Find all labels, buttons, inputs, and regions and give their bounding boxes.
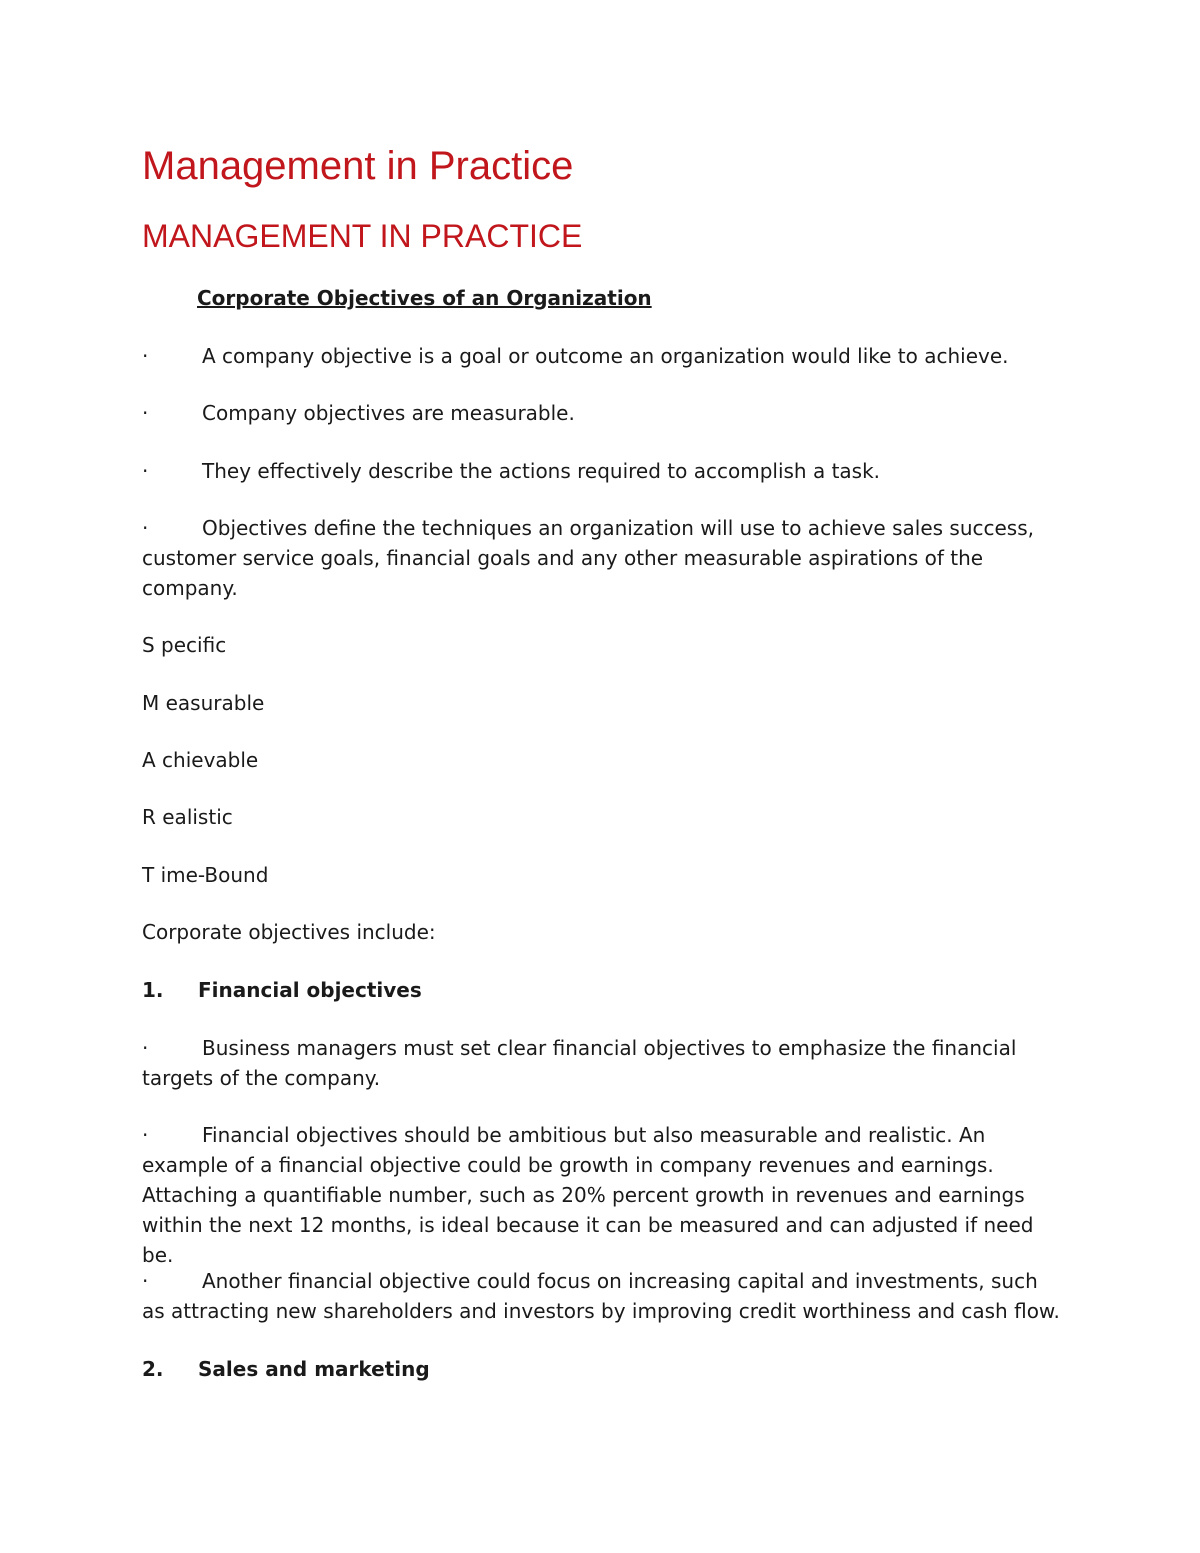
- bullet-text: Objectives define the techniques an organization will use to achieve sales success, customer service goals, financial goals and any other measurable aspirations of the company.: [142, 516, 1035, 600]
- document-title: Management in Practice: [142, 144, 574, 188]
- bullet-item: [142, 1266, 1062, 1326]
- bullet-item: [142, 398, 1062, 428]
- section-heading-text: Sales and marketing: [198, 1357, 430, 1381]
- bullet-text: Another financial objective could focus on increasing capital and investments, such as attracting new shareholders and investors by improving credit worthiness and cash flow.: [142, 1269, 1060, 1323]
- objectives-intro: Corporate objectives include:: [142, 920, 436, 944]
- section-number: 2.: [142, 1357, 164, 1381]
- bullet-item: [142, 341, 1062, 371]
- bullet-dot: ·: [142, 344, 149, 368]
- section-heading: Corporate Objectives of an Organization: [197, 286, 652, 310]
- smart-item: R ealistic: [142, 805, 233, 829]
- bullet-text: Company objectives are measurable.: [202, 401, 575, 425]
- numbered-heading: [142, 1354, 1062, 1384]
- bullet-text: A company objective is a goal or outcome an organization would like to achieve.: [202, 344, 1009, 368]
- bullet-dot: ·: [142, 1123, 149, 1147]
- bullet-dot: ·: [142, 459, 149, 483]
- smart-item: S pecific: [142, 633, 227, 657]
- bullet-item: [142, 1120, 1062, 1270]
- bullet-dot: ·: [142, 516, 149, 540]
- bullet-dot: ·: [142, 1036, 149, 1060]
- bullet-item: [142, 456, 1062, 486]
- numbered-heading: [142, 975, 1062, 1005]
- bullet-dot: ·: [142, 401, 149, 425]
- smart-item: M easurable: [142, 691, 265, 715]
- smart-item: A chievable: [142, 748, 259, 772]
- bullet-dot: ·: [142, 1269, 149, 1293]
- section-heading-text: Financial objectives: [198, 978, 422, 1002]
- section-number: 1.: [142, 978, 164, 1002]
- bullet-text: Financial objectives should be ambitious but also measurable and realistic. An example of a financial objective could be growth in company revenues and earnings. Attaching a quantifiable number, such as 20% percent growth in revenues and earnings within the next 12 months, is ideal because it can be measured and can adjusted if need be.: [142, 1123, 1034, 1267]
- bullet-text: Business managers must set clear financial objectives to emphasize the financial targets of the company.: [142, 1036, 1017, 1090]
- document-subtitle: MANAGEMENT IN PRACTICE: [142, 218, 583, 254]
- smart-item: T ime-Bound: [142, 863, 269, 887]
- bullet-item: [142, 1033, 1062, 1093]
- bullet-text: They effectively describe the actions required to accomplish a task.: [202, 459, 881, 483]
- bullet-item: [142, 513, 1062, 603]
